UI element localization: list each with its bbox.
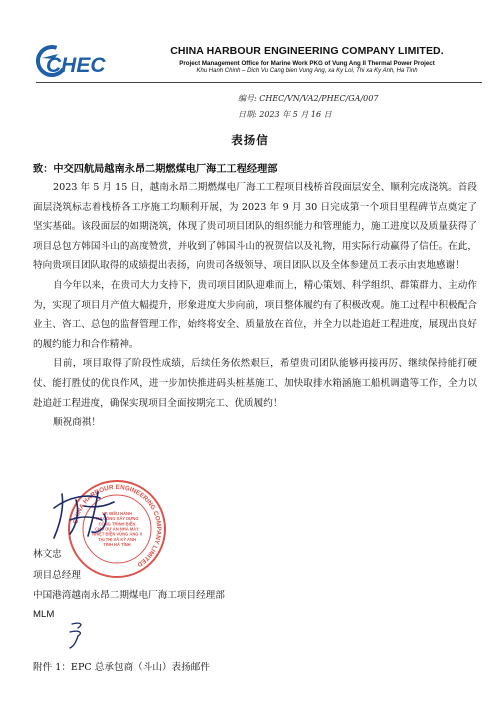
recipient-line: 致：中交四航局越南永昂二期燃煤电厂海工工程经理部: [33, 163, 278, 175]
body-paragraph: 目前，项目取得了阶段性成绩，后续任务依然艰巨，希望贵司团队能够再接再厉、继续保持能打硬仗、能打胜仗的优良作风，进一步加快推进码头桩基施工、加快取排水箱涵施工船机调遣等工作，全力以赴追赶工程进度，确保实现项目全面按期完工、优质履约！: [33, 358, 477, 409]
signer-organization: 中国港湾越南永昂二期煤电厂海工项目经理部: [33, 590, 225, 601]
initial-signature: [66, 620, 90, 650]
handwritten-signature: [40, 486, 160, 546]
company-header: [132, 45, 482, 74]
reference-number: 编号: CHEC/VN/VA2/PHEC/GA/007: [238, 94, 379, 103]
closing-salutation: 顺祝商祺！: [53, 417, 101, 429]
signer-role: 项目总经理: [33, 570, 81, 581]
signer-initials: MLM: [33, 609, 55, 620]
seal-line: TỈNH HÀ TĨNH: [103, 542, 131, 548]
svg-text:CHINA HARBOUR ENGINEERING COMP: CHINA HARBOUR ENGINEERING COMPANY LIMITED: [72, 483, 163, 568]
letter-title: 表扬信: [231, 133, 269, 147]
seal-line: CÔNG TRÌNH BIỂN: [98, 521, 136, 527]
seal-line: NHIỆT ĐIỆN VŨNG ÁNG II: [92, 531, 142, 537]
company-name: CHINA HARBOUR ENGINEERING COMPANY LIMITED.: [170, 45, 444, 57]
company-address: Khu Hanh Chinh – Dich Vu Cang bien Vung Ang, xa Ky Loi, Thi xa Ky Anh, Ha Tinh: [196, 68, 418, 74]
seal-line: TẠI THỊ XÃ KỲ ANH: [98, 536, 136, 542]
chec-logo: [36, 44, 126, 78]
attachment-note: 附件 1：EPC 总承包商（斗山）表扬邮件: [33, 662, 210, 673]
body-paragraph: 自今年以来，在贵司大力支持下，贵司项目团队迎难而上，精心策划、科学组织、群策群力、主动作为，实现了项目月产值大幅提升，形象进度大步向前，项目整体履约有了积极改观。施工过程中积极配合业主、咨工、总包的监督管理工作，始终将安全、质量放在首位，并全力以赴追赶工程进度，展现出良好的履约能力和合作精神。: [33, 279, 477, 350]
seal-line: THI CÔNG XÂY DỰNG: [95, 516, 139, 522]
seal-line: VP. ĐIỀU HÀNH: [102, 510, 132, 516]
letter-date: 日期: 2023 年 5 月 16 日: [238, 110, 332, 119]
header-divider: [36, 82, 482, 83]
body-paragraph: 2023 年 5 月 15 日，越南永昂二期燃煤电厂海工工程项目栈桥首段面层安全、顺利完成浇筑。首段面层浇筑标志着栈桥各工序施工均顺利开展，为 2023 年 9 月 30 日完成第一个项目里程碑节点奠定了坚实基础。该段面层的如期浇筑，体现了贵司项目团队的组织能力和管理能力，施工进度以及质量获得了项目总包方韩国斗山的高度赞赏，并收到了韩国斗山的祝贺信以及礼物，用实际行动赢得了信任。在此，特向贵项目团队取得的成绩提出表扬，向贵司各级领导、项目团队以及全体参建员工表示由衷地感谢！: [33, 182, 477, 272]
letter-body: [33, 178, 477, 433]
seal-line: CHO DỰ ÁN NHÀ MÁY: [95, 526, 139, 532]
office-name: Project Management Office for Marine Work PKG of Vung Ang II Thermal Power Project: [179, 60, 435, 67]
logo-text: CHEC: [46, 54, 106, 77]
signer-name: 林文忠: [33, 549, 62, 560]
